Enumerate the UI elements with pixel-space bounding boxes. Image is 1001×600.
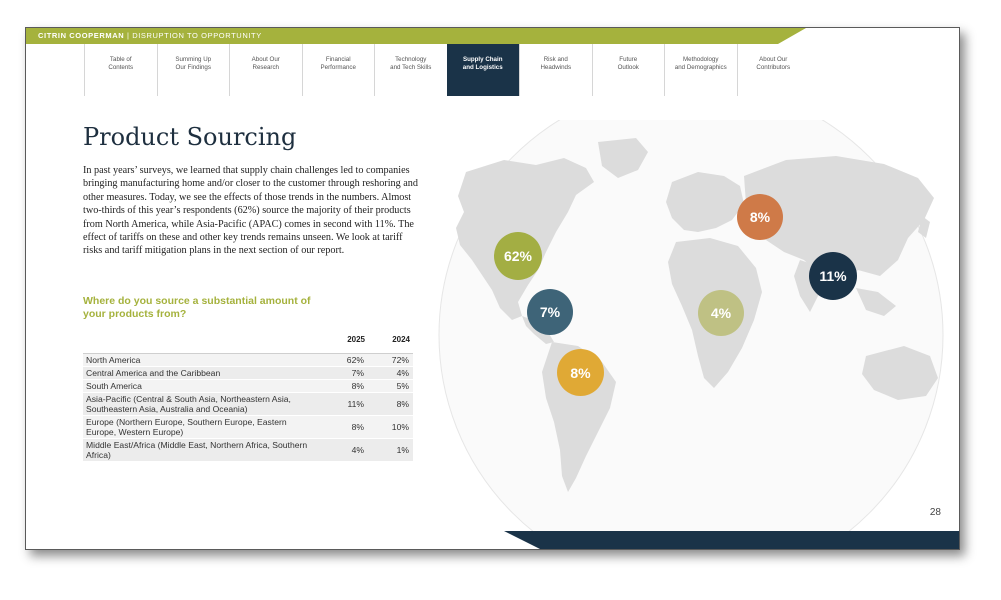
- bottom-banner: [504, 531, 959, 549]
- table-header-row: [83, 333, 413, 354]
- bottom-banner-shape: [504, 531, 959, 549]
- nav-tab-technology[interactable]: [374, 44, 447, 96]
- value-2024-cell: 8%: [396, 399, 409, 409]
- nav-tab-label: Methodology and Demographics: [674, 56, 727, 71]
- section-nav: [84, 44, 809, 96]
- brand-header: [38, 31, 262, 40]
- region-cell: Asia-Pacific (Central & South Asia, Northeastern Asia, Southeastern Asia, Australia and Oceania): [86, 394, 291, 414]
- map-bubble-south-america: 8%: [557, 349, 604, 396]
- nav-tab-research[interactable]: [229, 44, 302, 96]
- brand-tagline: DISRUPTION TO OPPORTUNITY: [132, 31, 262, 40]
- nav-tab-label: Risk and Headwinds: [540, 56, 572, 71]
- region-cell: Central America and the Caribbean: [86, 368, 221, 378]
- value-2024-cell: 10%: [391, 422, 409, 432]
- map-bubble-central-america: 7%: [527, 289, 573, 335]
- value-2025-cell: 11%: [347, 399, 364, 409]
- region-cell: South America: [86, 381, 142, 391]
- value-2024-cell: 1%: [396, 445, 409, 455]
- page-number: 28: [929, 507, 941, 518]
- nav-tab-outlook[interactable]: [592, 44, 665, 96]
- region-cell: North America: [86, 355, 141, 365]
- region-cell: Europe (Northern Europe, Southern Europe, Eastern Europe, Western Europe): [86, 417, 287, 437]
- nav-tab-label: Financial Performance: [320, 56, 356, 71]
- nav-tab-label: Summing Up Our Findings: [175, 56, 212, 71]
- nav-tab-label: Table of Contents: [108, 56, 134, 71]
- value-2025-cell: 4%: [351, 445, 364, 455]
- value-2024-cell: 4%: [396, 368, 409, 378]
- table-row: [83, 439, 413, 462]
- brand-separator: |: [126, 31, 133, 40]
- world-map: [426, 120, 959, 550]
- map-bubble-middle-east-africa: 4%: [698, 290, 744, 336]
- value-2024-cell: 72%: [391, 355, 409, 365]
- nav-tab-contents[interactable]: [84, 44, 157, 96]
- nav-tab-methodology[interactable]: [664, 44, 737, 96]
- page-title: Product Sourcing: [83, 123, 297, 151]
- nav-tab-contributors[interactable]: [737, 44, 810, 96]
- value-2024-cell: 5%: [396, 381, 409, 391]
- report-page: [25, 27, 960, 550]
- survey-question: Where do you source a substantial amount of your products from?: [83, 295, 311, 320]
- table-header-region: [83, 333, 323, 354]
- table-header-2025: 2025: [323, 333, 368, 354]
- nav-tab-label: About Our Research: [251, 56, 280, 71]
- table-header-2024: 2024: [368, 333, 413, 354]
- nav-tab-risk[interactable]: [519, 44, 592, 96]
- table-row: [83, 367, 413, 380]
- value-2025-cell: 8%: [351, 381, 364, 391]
- nav-tab-supply-chain[interactable]: [447, 44, 520, 96]
- table-row: [83, 416, 413, 439]
- table-row: [83, 354, 413, 367]
- map-bubble-europe: 8%: [737, 194, 783, 240]
- world-map-graphic: [426, 120, 959, 550]
- value-2025-cell: 62%: [346, 355, 364, 365]
- nav-tab-financial[interactable]: [302, 44, 375, 96]
- value-2025-cell: 8%: [351, 422, 364, 432]
- map-bubble-north-america: 62%: [494, 232, 542, 280]
- top-banner: [26, 28, 806, 44]
- region-cell: Middle East/Africa (Middle East, Northern Africa, Southern Africa): [86, 440, 308, 460]
- brand-name: CITRIN COOPERMAN: [38, 31, 125, 40]
- table-row: [83, 380, 413, 393]
- sourcing-table: [83, 333, 413, 462]
- value-2025-cell: 7%: [351, 368, 364, 378]
- map-bubble-asia-pacific: 11%: [809, 252, 857, 300]
- nav-tab-label: Future Outlook: [617, 56, 639, 71]
- nav-tab-label: Supply Chain and Logistics: [462, 56, 503, 71]
- nav-tab-label: About Our Contributors: [756, 56, 791, 71]
- nav-tab-label: Technology and Tech Skills: [390, 56, 432, 71]
- intro-paragraph: In past years’ surveys, we learned that supply chain challenges led to companies bringing manufacturing home and/or closer to the customer through reshoring and other measures. Today, we see the effects of those trends in the numbers. Almost two-thirds of this year’s respondents (62%) source the majority of their products from North America, while Asia-Pacific (APAC) comes in second with 11%. The effect of tariffs on these and other key trends remains unseen. We look at tariff risks and tariff mitigation plans in the next section of our report.: [83, 165, 418, 257]
- table-row: [83, 393, 413, 416]
- nav-tab-findings[interactable]: [157, 44, 230, 96]
